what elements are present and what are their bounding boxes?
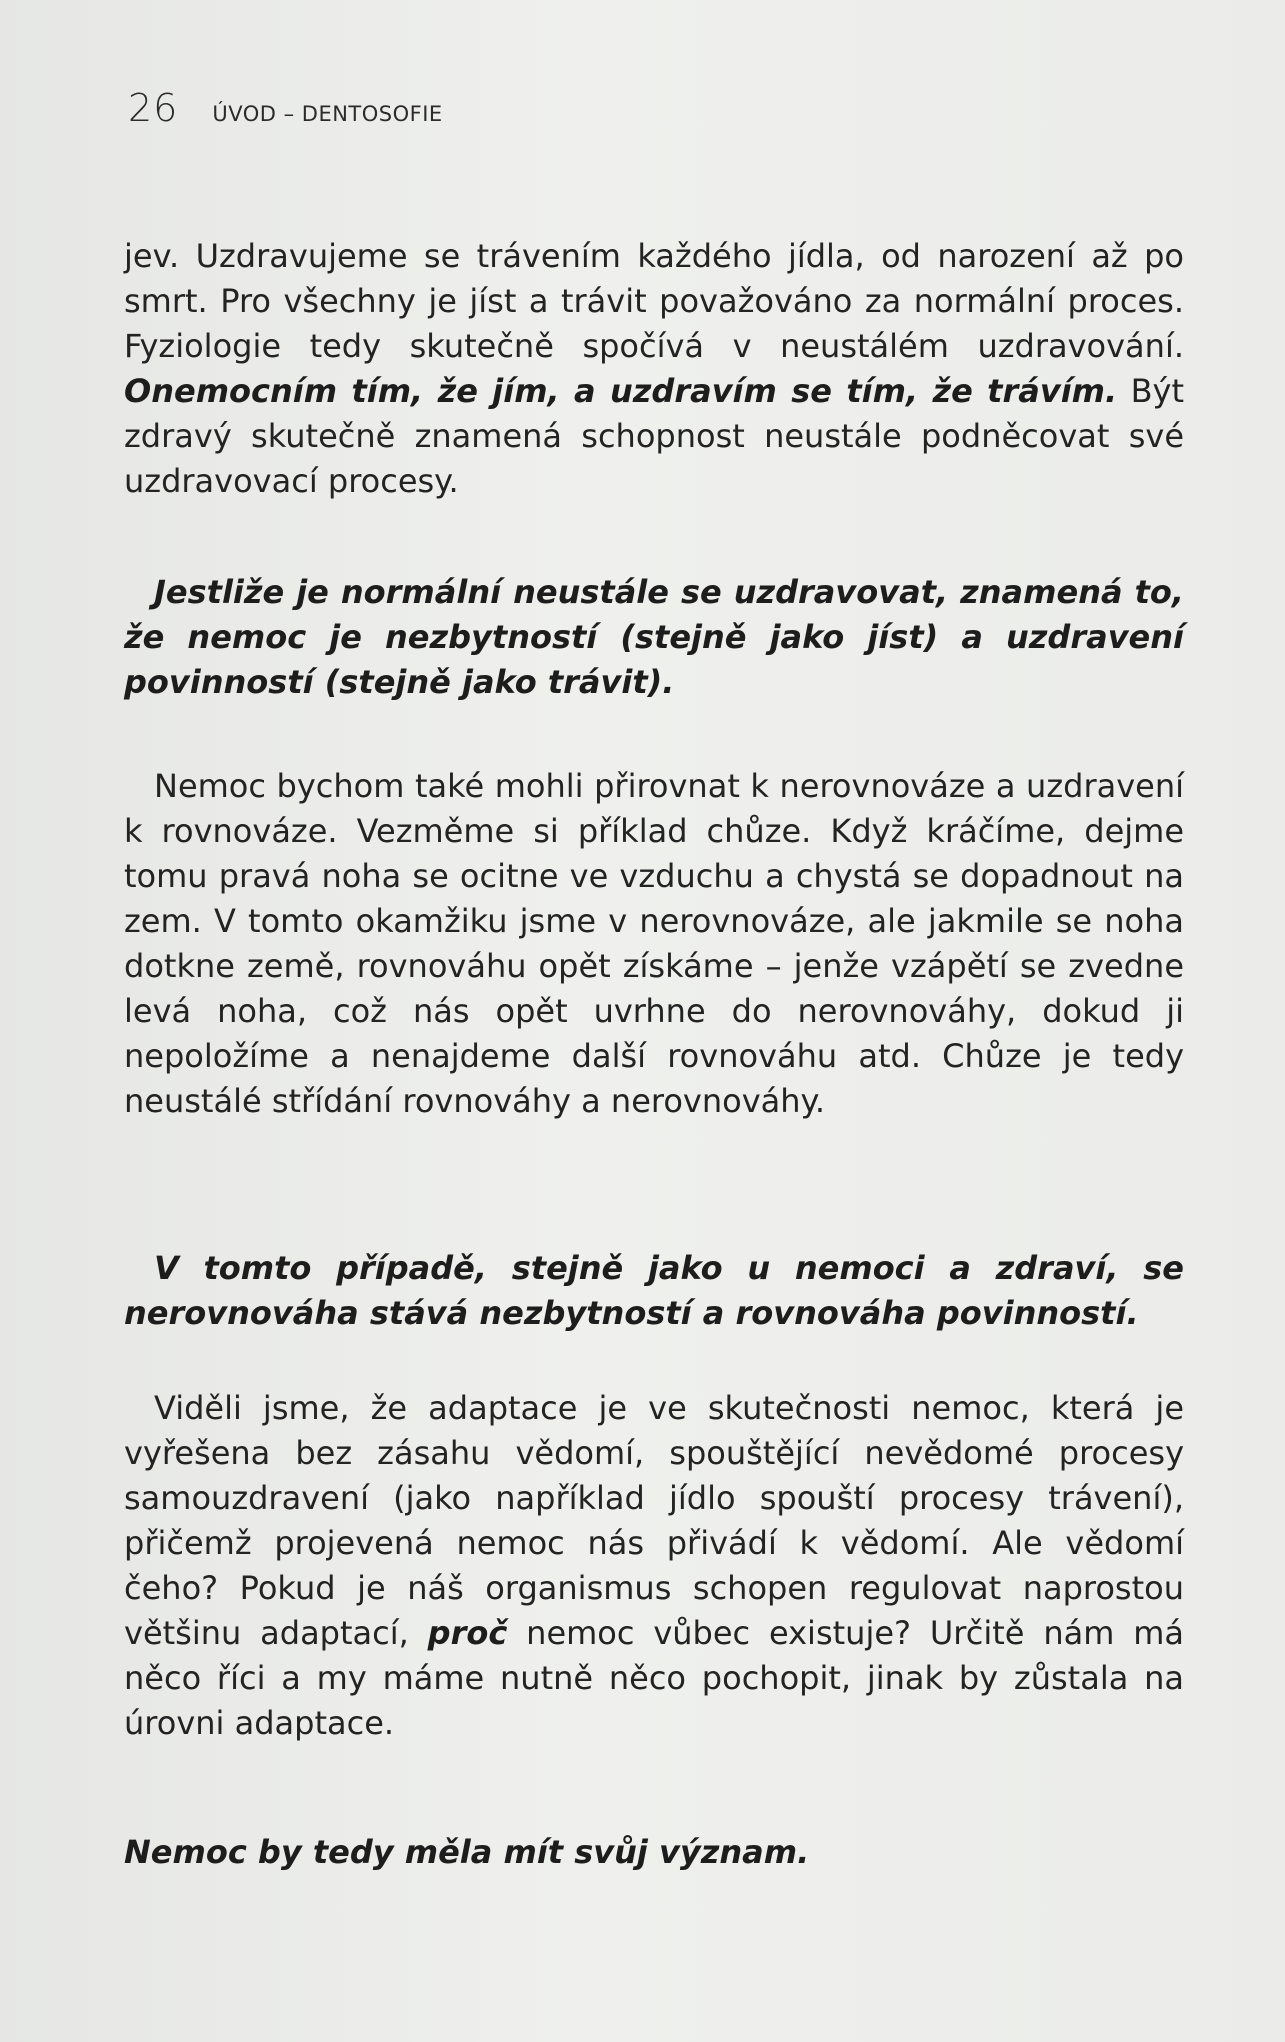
paragraph-1-text-end: Být zdravý skutečně znamená schopnost neustále podněcovat své uzdravovací procesy.: [124, 372, 1185, 500]
paragraph-1-text: jev. Uzdravujeme se trávením každého jídla, od narození až po smrt. Pro všechny je jíst a trávit považováno za normální proces. Fyziologie tedy skutečně spočívá v neustálém uzdravování.: [124, 237, 1184, 365]
paragraph-6-emphasis: Nemoc by tedy měla mít svůj význam.: [124, 1833, 810, 1871]
page-number: 26: [128, 86, 179, 130]
paragraph-5: [124, 1386, 1184, 1746]
paragraph-1-emphasis: Onemocním tím, že jím, a uzdravím se tím, že trávím.: [124, 372, 1118, 410]
paragraph-3: Nemoc bychom také mohli přirovnat k nerovnováze a uzdravení k rovnováze. Vezměme si příklad chůze. Když kráčíme, dejme tomu pravá noha se ocitne ve vzduchu a chystá se dopadnout na zem. V tomto okamžiku jsme v nerovnováze, ale jakmile se noha dotkne země, rovnováhu opět získáme – jenže vzápětí se zvedne levá noha, což nás opět uvrhne do nerovnováhy, dokud ji nepoložíme a nenajdeme další rovnováhu atd. Chůze je tedy neustálé střídání rovnováhy a nerovnováhy.: [124, 767, 1184, 1120]
paragraph-2-emphasis: Jestliže je normální neustále se uzdravovat, znamená to, že nemoc je nezbytností (stejně jako jíst) a uzdravení povinností (stejně jako trávit).: [124, 573, 1184, 701]
running-head: [128, 86, 443, 130]
paragraph-5-emphasis: proč: [427, 1614, 508, 1652]
paragraph-5-text-start: Viděli jsme, že adaptace je ve skutečnosti nemoc, která je vyřešena bez zásahu vědomí, spouštějící nevědomé procesy samouzdravení (jako například jídlo spouští procesy trávení), přičemž projevená nemoc nás přivádí k vědomí. Ale vědomí čeho? Pokud je náš organismus schopen regulovat naprostou většinu adaptací,: [124, 1389, 1184, 1652]
section-title: ÚVOD – DENTOSOFIE: [212, 102, 443, 126]
paragraph-4-emphasis: V tomto případě, stejně jako u nemoci a zdraví, se nerovnováha stává nezbytností a rovnováha povinností.: [124, 1249, 1184, 1332]
paragraph-5-text-end: nemoc vůbec existuje? Určitě nám má něco říci a my máme nutně něco pochopit, jinak by zůstala na úrovni adaptace.: [124, 1614, 1185, 1742]
paragraph-1: [124, 234, 1184, 504]
